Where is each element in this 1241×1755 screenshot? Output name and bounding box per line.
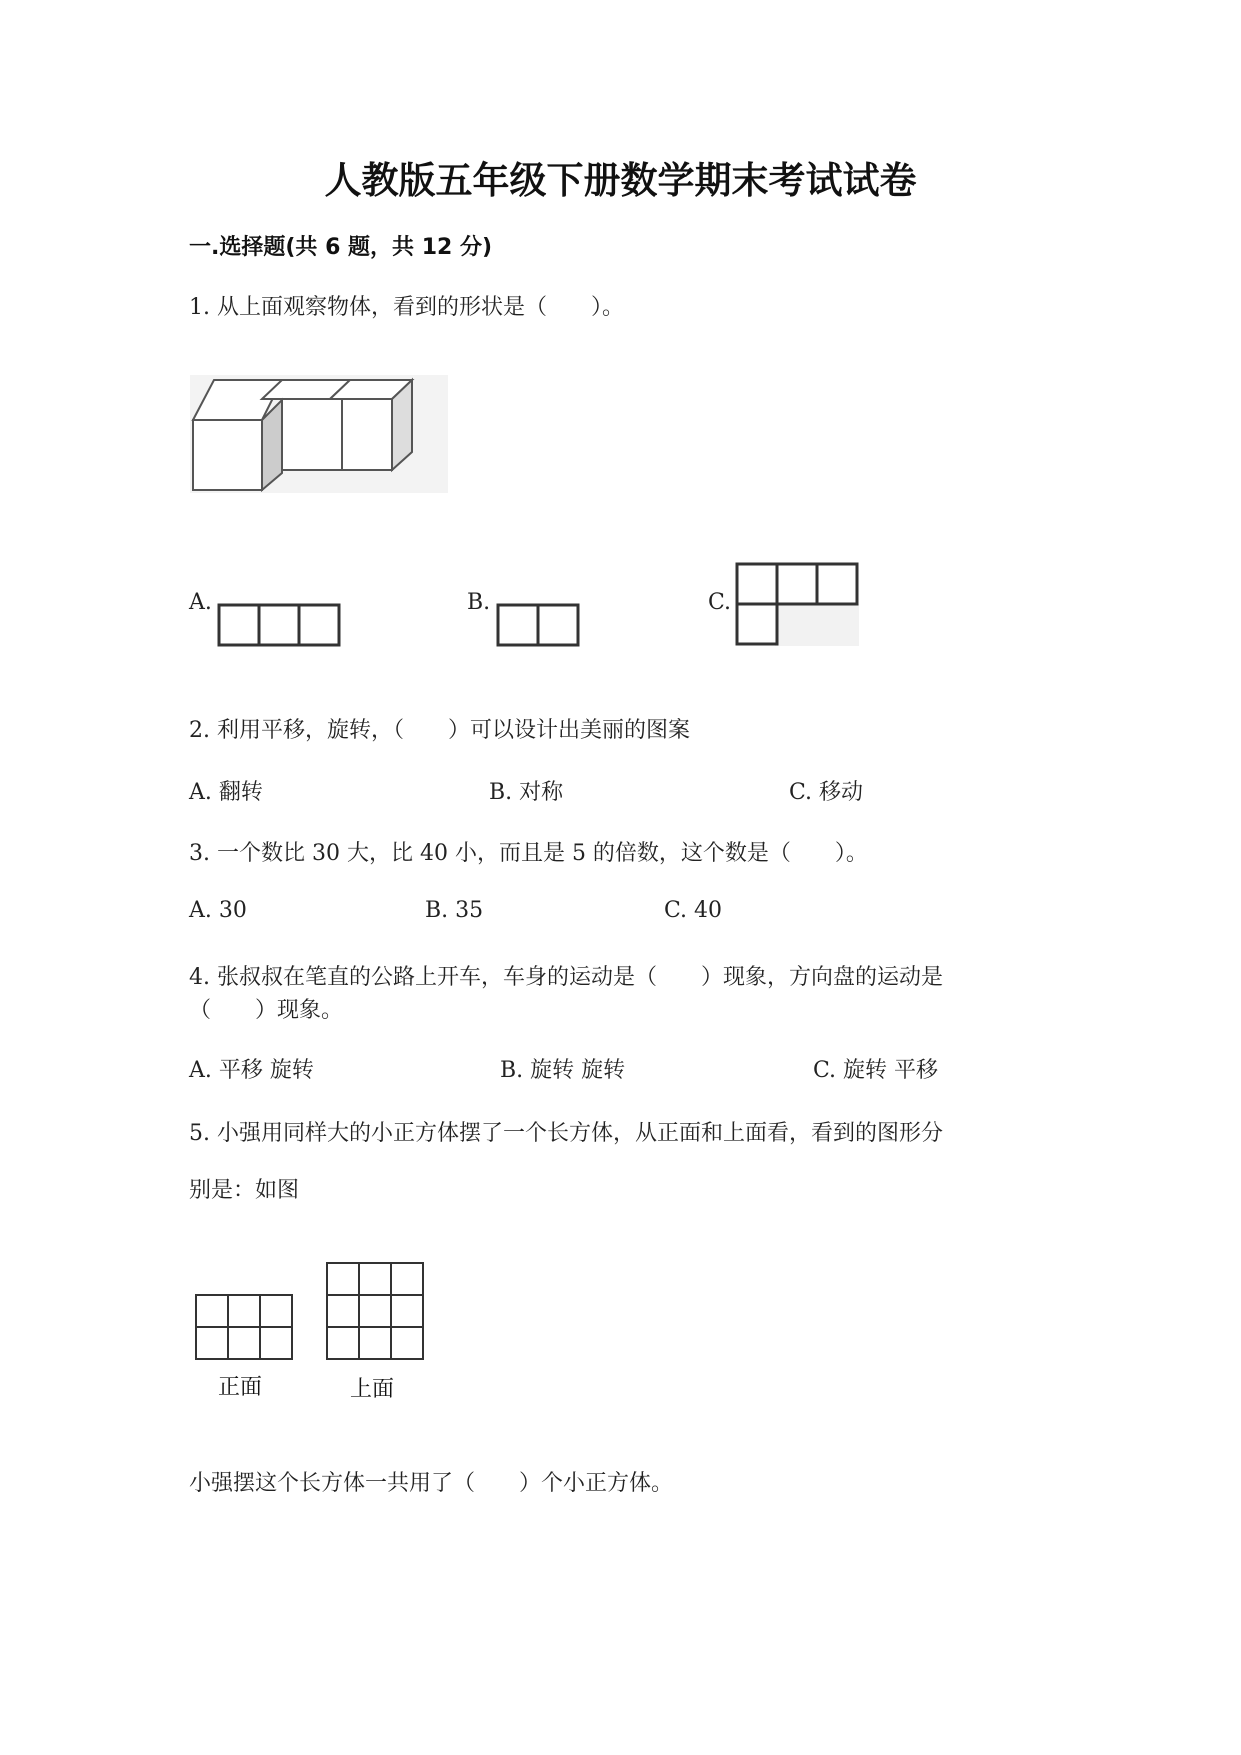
page-title: 人教版五年级下册数学期末考试试卷 [324, 159, 917, 202]
q1-option-c-figure [735, 562, 860, 647]
q5-front-label: 正面 [218, 1375, 263, 1400]
q4-option-b[interactable]: B. 旋转 旋转 [500, 1058, 626, 1083]
q2-option-b[interactable]: B. 对称 [489, 780, 564, 805]
q3-option-a[interactable]: A. 30 [189, 898, 247, 923]
question-4-text-line1: 4. 张叔叔在笔直的公路上开车，车身的运动是（ ）现象，方向盘的运动是 [189, 965, 943, 990]
q3-option-c[interactable]: C. 40 [664, 898, 723, 923]
q2-option-c[interactable]: C. 移动 [789, 780, 864, 805]
q1-option-a-figure [217, 603, 342, 647]
section-heading: 一.选择题(共 6 题，共 12 分) [189, 235, 493, 260]
question-3-text: 3. 一个数比 30 大，比 40 小，而且是 5 的倍数，这个数是（ ）。 [189, 841, 868, 866]
q5-top-label: 上面 [350, 1377, 395, 1402]
q2-option-a[interactable]: A. 翻转 [189, 780, 263, 805]
q4-option-c[interactable]: C. 旋转 平移 [813, 1058, 939, 1083]
q4-option-a[interactable]: A. 平移 旋转 [189, 1058, 314, 1083]
q5-top-view-figure [325, 1261, 425, 1361]
question-2-text: 2. 利用平移，旋转，（ ）可以设计出美丽的图案 [189, 718, 690, 743]
question-5-text-line1: 5. 小强用同样大的小正方体摆了一个长方体，从正面和上面看，看到的图形分 [189, 1121, 943, 1146]
q1-option-a[interactable]: A. [189, 590, 212, 615]
q1-option-c[interactable]: C. [708, 590, 732, 615]
q1-option-b[interactable]: B. [467, 590, 491, 615]
q3-option-b[interactable]: B. 35 [425, 898, 484, 923]
question-1-text: 1. 从上面观察物体，看到的形状是（ ）。 [189, 295, 624, 320]
q1-option-b-figure [496, 603, 581, 647]
q1-cubes-figure [190, 375, 450, 495]
q5-front-view-figure [194, 1293, 294, 1361]
question-5-text-line2: 别是：如图 [189, 1178, 300, 1203]
question-4-text-line2: （ ）现象。 [189, 998, 344, 1023]
question-5-prompt: 小强摆这个长方体一共用了（ ）个小正方体。 [189, 1471, 674, 1496]
